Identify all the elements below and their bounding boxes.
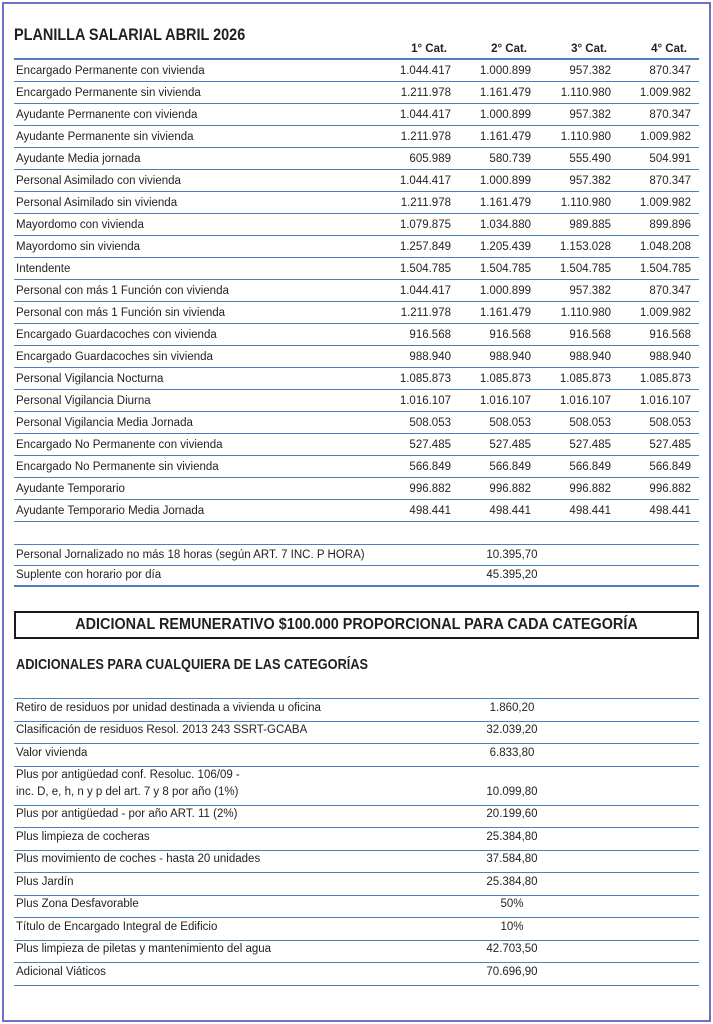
table-row <box>14 500 699 522</box>
table-row <box>14 368 699 390</box>
row-label: Ayudante Temporario Media Jornada <box>16 505 205 517</box>
table-gap <box>14 522 699 544</box>
adicionales-row <box>14 806 699 829</box>
row-label-line1: Plus Zona Desfavorable <box>16 898 139 910</box>
row-label <box>16 919 437 936</box>
column-header-cat2: 2° Cat. <box>491 43 527 55</box>
table-row <box>14 412 699 434</box>
adicional-remunerativo-banner <box>14 611 699 639</box>
row-label: Ayudante Media jornada <box>16 153 141 165</box>
row-value-cat3: 1.085.873 <box>559 373 611 385</box>
row-value-cat4: 1.009.982 <box>639 197 691 209</box>
row-label <box>16 722 437 739</box>
row-label-line1: Título de Encargado Integral de Edificio <box>16 920 218 933</box>
row-value-cat2: 566.849 <box>489 461 531 473</box>
row-value-cat3: 1.110.980 <box>560 87 611 99</box>
row-value-cat2: 1.085.873 <box>479 373 531 385</box>
row-label <box>16 745 437 762</box>
row-label: Ayudante Permanente sin vivienda <box>16 131 194 143</box>
page-title-text: PLANILLA SALARIAL ABRIL 2026 <box>14 25 246 44</box>
row-value-cat3: 988.940 <box>569 351 611 363</box>
row-label-line1: Plus movimiento de coches - hasta 20 unidades <box>16 853 261 865</box>
row-label-line1: Valor vivienda <box>16 746 88 759</box>
adicionales-table <box>14 698 699 986</box>
row-value-cat3: 1.110.980 <box>560 131 611 143</box>
row-value-cat3: 996.882 <box>569 483 611 495</box>
row-value-cat1: 1.044.417 <box>399 175 451 187</box>
row-label: Encargado Guardacoches sin vivienda <box>16 351 213 363</box>
row-label: Ayudante Temporario <box>16 483 125 495</box>
row-value-cat2: 1.000.899 <box>479 65 531 77</box>
salary-table <box>14 43 699 522</box>
row-value-cat1: 996.882 <box>409 483 451 495</box>
row-value: 37.584,80 <box>486 853 538 865</box>
row-value-cat3: 508.053 <box>569 417 611 429</box>
hourly-row <box>14 566 699 587</box>
column-header-cat3: 3° Cat. <box>571 43 607 55</box>
table-row <box>14 258 699 280</box>
row-value-cat1: 1.257.849 <box>399 241 451 253</box>
row-label <box>16 767 437 801</box>
row-value-cat1: 1.044.417 <box>399 65 451 77</box>
row-value: 50% <box>500 898 524 910</box>
row-value-cat1: 1.079.875 <box>399 219 451 231</box>
table-row <box>14 104 699 126</box>
row-value-cat2: 988.940 <box>489 351 531 363</box>
row-value-cat3: 498.441 <box>569 505 611 517</box>
row-value: 32.039,20 <box>486 724 538 736</box>
row-value: 25.384,80 <box>486 875 538 888</box>
row-value-cat4: 870.347 <box>649 109 691 121</box>
row-value-cat1: 916.568 <box>409 329 451 341</box>
row-label: Mayordomo sin vivienda <box>16 241 141 253</box>
row-label-line1: Adicional Viáticos <box>16 965 106 978</box>
table-row <box>14 148 699 170</box>
row-label-line1: Plus limpieza de piletas y mantenimiento del agua <box>16 943 272 955</box>
row-value-cat3: 1.504.785 <box>559 263 611 275</box>
row-label: Encargado No Permanente sin vivienda <box>16 461 219 473</box>
row-value-cat2: 1.504.785 <box>479 263 531 275</box>
row-value-cat2: 580.739 <box>489 153 531 165</box>
column-header-cat4: 4° Cat. <box>651 43 687 55</box>
row-value-cat3: 957.382 <box>569 109 611 121</box>
row-value-cat4: 508.053 <box>649 417 691 429</box>
row-value-cat4: 988.940 <box>649 351 691 363</box>
table-row <box>14 346 699 368</box>
row-value-cat3: 555.490 <box>569 153 611 165</box>
row-label <box>16 941 437 958</box>
row-value: 25.384,80 <box>486 830 538 843</box>
row-label: Personal Asimilado con vivienda <box>16 175 181 187</box>
row-value-cat3: 1.110.980 <box>560 197 611 209</box>
row-value-cat4: 527.485 <box>649 439 691 451</box>
row-value-cat3: 1.153.028 <box>559 241 611 253</box>
row-label: Personal Vigilancia Media Jornada <box>16 417 193 429</box>
column-header-cat1: 1° Cat. <box>411 43 447 55</box>
row-label: Ayudante Permanente con vivienda <box>16 109 198 121</box>
row-label: Personal con más 1 Función con vivienda <box>16 285 229 297</box>
row-value-cat3: 527.485 <box>569 439 611 451</box>
table-row <box>14 126 699 148</box>
row-value-cat2: 1.161.479 <box>479 197 531 209</box>
row-label: Intendente <box>16 263 71 275</box>
row-value: 20.199,60 <box>486 808 538 820</box>
adicionales-row <box>14 744 699 767</box>
row-value-cat2: 1.000.899 <box>479 175 531 187</box>
row-label-line1: Retiro de residuos por unidad destinada a vivienda u oficina <box>16 701 321 714</box>
row-value-cat2: 1.161.479 <box>479 131 531 143</box>
row-label: Personal Vigilancia Nocturna <box>16 373 164 385</box>
row-value-cat4: 870.347 <box>649 65 691 77</box>
row-label: Encargado Permanente sin vivienda <box>16 87 201 99</box>
page-title <box>14 26 699 43</box>
adicionales-row <box>14 767 699 806</box>
row-label: Mayordomo con vivienda <box>16 219 144 231</box>
salary-table-body <box>14 60 699 522</box>
table-row <box>14 236 699 258</box>
row-value-cat4: 870.347 <box>649 175 691 187</box>
row-value-cat3: 957.382 <box>569 65 611 77</box>
table-row <box>14 280 699 302</box>
row-value-cat1: 1.016.107 <box>399 395 451 407</box>
row-label: Encargado Permanente con vivienda <box>16 65 205 77</box>
row-value-cat4: 1.085.873 <box>639 373 691 385</box>
row-value-cat4: 1.048.208 <box>639 241 691 253</box>
row-value-cat3: 1.110.980 <box>560 307 611 319</box>
table-row <box>14 456 699 478</box>
row-value-cat4: 1.009.982 <box>639 307 691 319</box>
row-value-cat3: 1.016.107 <box>559 395 611 407</box>
row-value-cat1: 988.940 <box>409 351 451 363</box>
row-label <box>16 896 437 913</box>
row-label-line1: Plus limpieza de cocheras <box>16 830 150 843</box>
row-value-cat3: 916.568 <box>569 329 611 341</box>
table-row <box>14 170 699 192</box>
salary-table-header <box>14 43 699 60</box>
row-value-cat2: 1.161.479 <box>479 87 531 99</box>
row-value-cat4: 1.504.785 <box>639 263 691 275</box>
row-value: 10.099,80 <box>486 785 538 798</box>
row-label-line1: Clasificación de residuos Resol. 2013 243 SSRT-GCABA <box>16 724 308 736</box>
row-label <box>16 829 437 846</box>
banner-text: ADICIONAL REMUNERATIVO $100.000 PROPORCIONAL PARA CADA CATEGORÍA <box>75 616 638 633</box>
row-value-cat3: 957.382 <box>569 175 611 187</box>
row-value-cat2: 1.000.899 <box>479 109 531 121</box>
row-value-cat1: 1.211.978 <box>400 307 451 319</box>
row-value-cat1: 527.485 <box>409 439 451 451</box>
table-row <box>14 60 699 82</box>
row-value-cat1: 1.211.978 <box>400 131 451 143</box>
table-row <box>14 302 699 324</box>
adicionales-row <box>14 851 699 874</box>
table-row <box>14 214 699 236</box>
row-value-cat2: 1.016.107 <box>479 395 531 407</box>
row-value-cat4: 504.991 <box>649 153 691 165</box>
row-value: 42.703,50 <box>486 943 538 955</box>
row-value-cat1: 498.441 <box>409 505 451 517</box>
row-value-cat4: 899.896 <box>649 219 691 231</box>
row-value: 10% <box>500 920 524 933</box>
row-value-cat1: 605.989 <box>409 153 451 165</box>
row-value-cat2: 508.053 <box>489 417 531 429</box>
adicionales-row <box>14 873 699 896</box>
row-value-cat4: 566.849 <box>649 461 691 473</box>
row-value-cat4: 916.568 <box>649 329 691 341</box>
page-content <box>14 0 699 986</box>
row-value-cat1: 1.085.873 <box>399 373 451 385</box>
row-label: Encargado No Permanente con vivienda <box>16 439 223 451</box>
row-value-cat2: 996.882 <box>489 483 531 495</box>
row-label: Encargado Guardacoches con vivienda <box>16 329 217 341</box>
table-row <box>14 478 699 500</box>
row-value-cat1: 1.504.785 <box>399 263 451 275</box>
row-value-cat1: 508.053 <box>409 417 451 429</box>
row-value-cat1: 1.211.978 <box>400 197 451 209</box>
row-value-cat2: 1.205.439 <box>479 241 531 253</box>
row-value-cat4: 1.009.982 <box>639 131 691 143</box>
row-label <box>16 806 437 823</box>
adicionales-row <box>14 918 699 941</box>
row-value-cat1: 1.044.417 <box>399 285 451 297</box>
row-label-line1: Plus por antigüedad - por año ART. 11 (2%) <box>16 808 238 820</box>
row-value-cat2: 1.000.899 <box>479 285 531 297</box>
row-label: Personal Jornalizado no más 18 horas (según ART. 7 INC. P HORA) <box>16 549 365 561</box>
hourly-row <box>14 545 699 566</box>
row-value: 1.860,20 <box>489 701 535 714</box>
row-value-cat1: 1.044.417 <box>399 109 451 121</box>
row-value-cat1: 566.849 <box>409 461 451 473</box>
row-label <box>16 851 437 868</box>
row-value-cat2: 498.441 <box>489 505 531 517</box>
adicionales-heading-text: ADICIONALES PARA CUALQUIERA DE LAS CATEGORÍAS <box>16 656 369 673</box>
row-value-cat2: 1.161.479 <box>479 307 531 319</box>
row-value: 45.395,20 <box>486 569 538 581</box>
row-value-cat4: 498.441 <box>649 505 691 517</box>
table-row <box>14 390 699 412</box>
row-label <box>16 874 437 891</box>
table-row <box>14 434 699 456</box>
row-label-line2: inc. D, e, h, n y p del art. 7 y 8 por año (1%) <box>16 785 239 798</box>
adicionales-row <box>14 722 699 745</box>
row-value-cat3: 957.382 <box>569 285 611 297</box>
row-label: Personal con más 1 Función sin vivienda <box>16 307 226 319</box>
row-value-cat2: 916.568 <box>489 329 531 341</box>
row-value: 10.395,70 <box>486 549 538 561</box>
adicionales-row <box>14 699 699 722</box>
row-label: Personal Vigilancia Diurna <box>16 395 151 407</box>
adicionales-row <box>14 941 699 964</box>
row-label: Personal Asimilado sin vivienda <box>16 197 178 209</box>
row-value-cat4: 1.016.107 <box>639 395 691 407</box>
row-value-cat1: 1.211.978 <box>400 87 451 99</box>
adicionales-row <box>14 828 699 851</box>
table-row <box>14 82 699 104</box>
adicionales-row <box>14 896 699 919</box>
row-label: Suplente con horario por día <box>16 569 162 581</box>
row-value-cat2: 527.485 <box>489 439 531 451</box>
row-value-cat4: 870.347 <box>649 285 691 297</box>
row-value-cat2: 1.034.880 <box>479 219 531 231</box>
row-value-cat3: 566.849 <box>569 461 611 473</box>
row-label-line1: Plus Jardín <box>16 875 74 888</box>
row-label-line1: Plus por antigüedad conf. Resoluc. 106/09 - <box>16 768 240 781</box>
row-label <box>16 964 437 981</box>
row-value: 6.833,80 <box>489 746 535 759</box>
row-value: 70.696,90 <box>486 965 538 978</box>
table-row <box>14 324 699 346</box>
adicionales-row <box>14 963 699 986</box>
table-row <box>14 192 699 214</box>
row-value-cat3: 989.885 <box>569 219 611 231</box>
hourly-table <box>14 544 699 587</box>
adicionales-heading <box>16 657 699 672</box>
row-label <box>16 700 437 717</box>
row-value-cat4: 996.882 <box>649 483 691 495</box>
row-value-cat4: 1.009.982 <box>639 87 691 99</box>
